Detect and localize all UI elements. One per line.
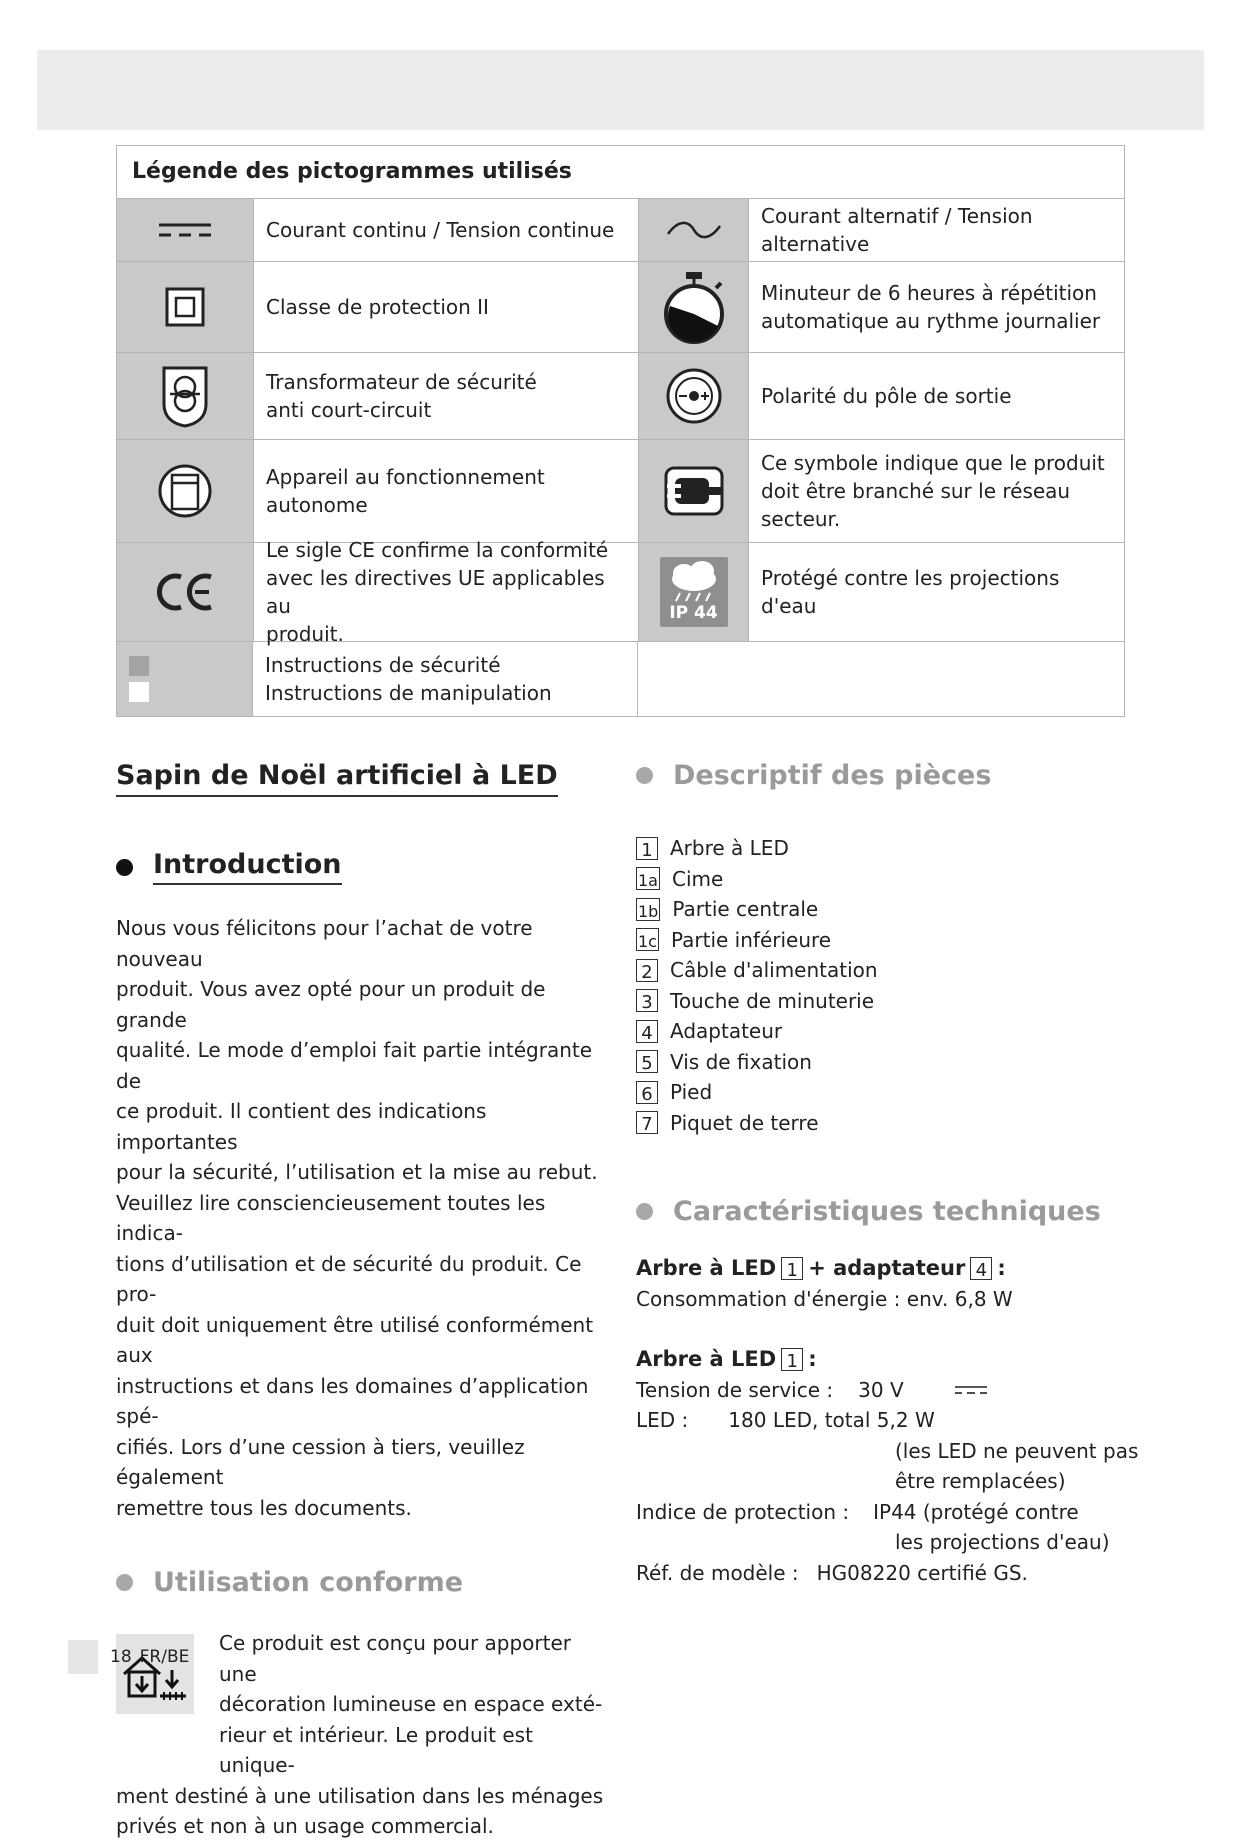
voltage-row: Tension de service : 30 V	[636, 1375, 1156, 1406]
legend-text: Courant continu / Tension continue	[266, 218, 615, 242]
header-band	[37, 50, 1204, 130]
polarity-icon	[665, 367, 723, 425]
legend-row	[117, 199, 1124, 262]
legend-text-line: Appareil au fonctionnement	[266, 465, 545, 489]
legend-text-line: automatique au rythme journalier	[761, 309, 1101, 333]
legend-text-line: Ce symbole indique que le produit	[761, 451, 1105, 475]
protection-class-ii-icon	[165, 287, 205, 327]
legend-text-line: autonome	[266, 493, 368, 517]
legend-text-line: doit être branché sur le réseau	[761, 479, 1071, 503]
ip44-icon	[660, 557, 728, 627]
parts-list	[636, 833, 1156, 1138]
right-column	[636, 760, 1156, 1588]
list-item: 1a Cime	[638, 866, 724, 891]
legend-row	[117, 262, 1124, 353]
dc-current-icon	[157, 218, 213, 242]
list-item: 1 Arbre à LED	[636, 833, 1156, 864]
legend-text-line: anti court-circuit	[266, 398, 432, 422]
legend-text-line: produit.	[266, 622, 344, 646]
page-title: Sapin de Noël artificiel à LED	[116, 760, 558, 797]
legend-row	[117, 538, 1124, 646]
left-column	[116, 760, 606, 1842]
legend-text-line: Instructions de manipulation	[265, 681, 552, 705]
instruction-squares-icon	[129, 656, 149, 702]
list-item: 4 Adaptateur	[636, 1016, 1156, 1047]
introduction-heading: Introduction	[116, 849, 606, 885]
specs-block: Arbre à LED 1 + adaptateur 4 : Consommation d'énergie : env. 6,8 W Arbre à LED 1 : Tension de service : 30 V LED : 180 LED, total 5,2 W (les LED ne peuvent pas être remplacées) Indice de protection : IP44 (protégé contre les projections d'eau) Réf. de modèle : HG08220 certifié GS.	[636, 1253, 1156, 1588]
independent-device-icon	[157, 463, 213, 519]
legend-row	[117, 353, 1124, 440]
legend-row	[117, 440, 1124, 543]
legend-text-line: Transformateur de sécurité	[266, 370, 537, 394]
legend-text-line: Instructions de sécurité	[265, 653, 501, 677]
specs-heading: Caractéristiques techniques	[636, 1196, 1156, 1227]
led-row: LED : 180 LED, total 5,2 W	[636, 1408, 935, 1432]
bullet-icon	[116, 859, 133, 876]
legend-text: Protégé contre les projections d'eau	[761, 566, 1060, 618]
list-item: 2 Câble d'alimentation	[636, 955, 1156, 986]
legend-text: Classe de protection II	[266, 295, 489, 319]
locale-label: FR/BE	[139, 1647, 190, 1667]
legend-text: Courant alternatif / Tension alternative	[761, 204, 1033, 256]
legend-row	[117, 642, 1124, 716]
legend-text-line: avec les directives UE applicables au	[266, 566, 605, 618]
usage-heading: Utilisation conforme	[116, 1567, 606, 1598]
list-item: 6 Pied	[636, 1077, 1156, 1108]
bullet-icon	[116, 1574, 133, 1591]
dc-current-icon	[954, 1383, 988, 1397]
mains-plug-icon	[663, 465, 725, 517]
parts-heading: Descriptif des pièces	[636, 760, 1156, 791]
legend-text-line: Minuteur de 6 heures à répétition	[761, 281, 1097, 305]
model-row: Réf. de modèle : HG08220 certifié GS.	[636, 1560, 1028, 1585]
ce-mark-icon	[155, 571, 215, 613]
legend-title: Légende des pictogrammes utilisés	[117, 146, 1124, 199]
spec-subheading: Arbre à LED 1 + adaptateur 4 :	[636, 1256, 1006, 1281]
safety-transformer-icon	[160, 364, 210, 428]
legend-text-line: Le sigle CE confirme la conformité	[266, 538, 609, 562]
ip44-label: IP 44	[669, 603, 718, 623]
timer-icon	[662, 270, 726, 344]
page-number: 18	[110, 1647, 132, 1667]
introduction-text: Nous vous félicitons pour l’achat de votre nouveau produit. Vous avez opté pour un produit de grande qualité. Le mode d’emploi fait partie intégrante de ce produit. Il contient des indications importantes pour la sécurité, l’utilisation et la mise au rebut. Veuillez lire consciencieusement toutes les indica- tions d’utilisation et de sécurité du produit. Ce pro- duit doit uniquement être utilisé conformément aux instructions et dans les domaines d’application spé- cifiés. Lors d’une cession à tiers, veuillez également remettre tous les documents.	[116, 916, 598, 1520]
list-item: 5 Vis de fixation	[636, 1047, 1156, 1078]
protection-row: Indice de protection : IP44 (protégé contre	[636, 1499, 1079, 1524]
list-item: 1c Partie inférieure	[638, 927, 832, 952]
legend-text: Polarité du pôle de sortie	[761, 384, 1012, 408]
list-item: 1b Partie centrale	[638, 897, 819, 922]
spec-subheading: Arbre à LED 1 :	[636, 1347, 817, 1372]
ac-current-icon	[664, 218, 724, 242]
legend-text-line: secteur.	[761, 507, 841, 531]
usage-text: Ce produit est conçu pour apporter une décoration lumineuse en espace exté- rieur et intérieur. Le produit est unique- ment destiné à une utilisation dans les ménages privés et non à un usage commercial.	[116, 1631, 604, 1838]
energy-consumption: Consommation d'énergie : env. 6,8 W	[636, 1286, 1013, 1311]
list-item: 3 Touche de minuterie	[636, 986, 1156, 1017]
bullet-icon	[636, 1203, 653, 1220]
pictogram-legend-table	[116, 145, 1125, 717]
list-item: 7 Piquet de terre	[636, 1108, 1156, 1139]
bullet-icon	[636, 767, 653, 784]
page-footer	[68, 1640, 189, 1674]
